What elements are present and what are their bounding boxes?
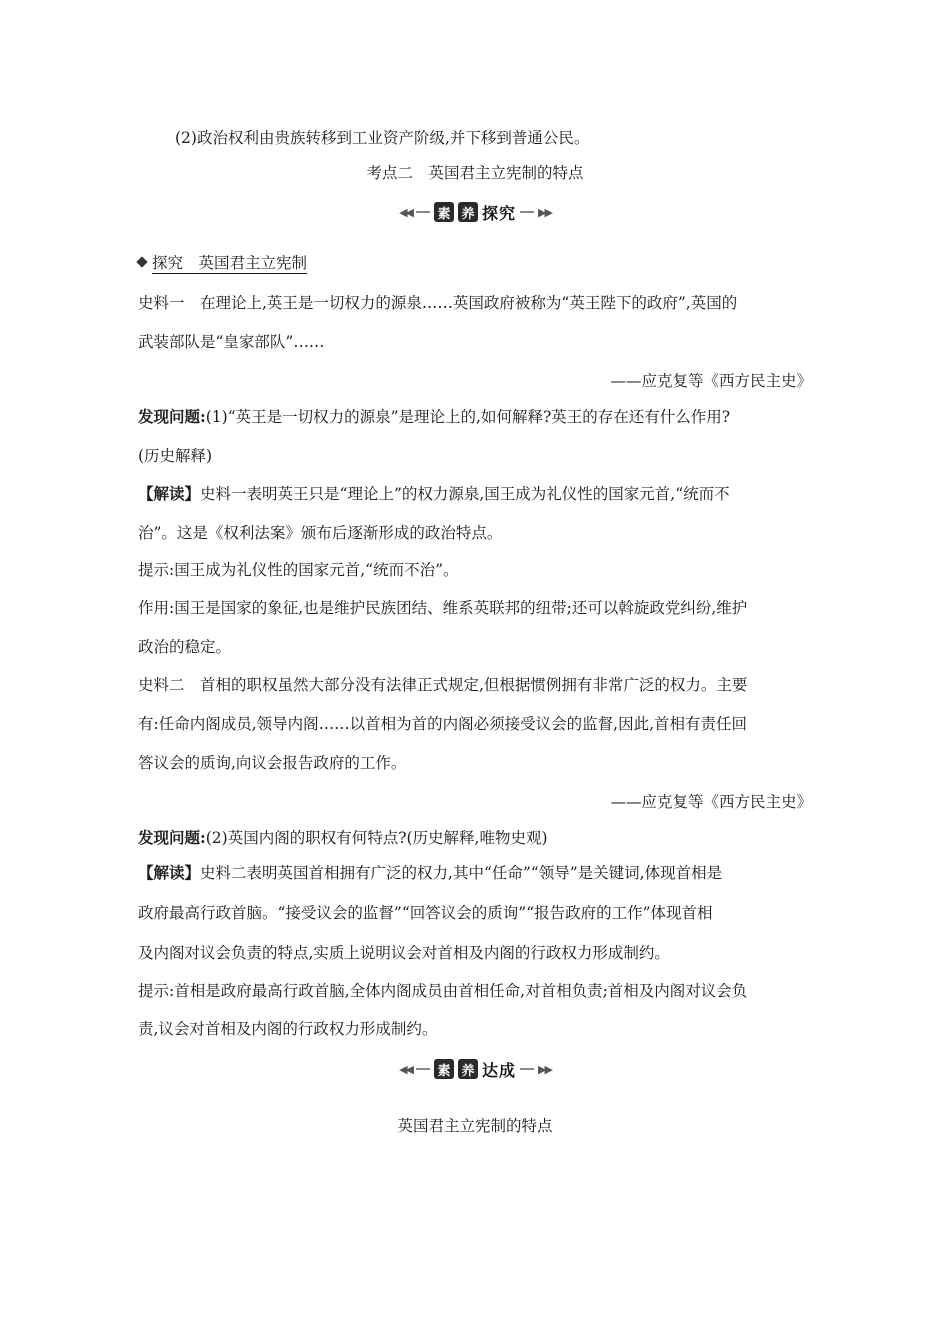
paragraph-line: (2)政治权利由贵族转移到工业资产阶级,并下移到普通公民。 [175, 129, 590, 147]
question-text: (2)英国内阁的职权有何特点?(历史解释,唯物史观) [205, 829, 548, 847]
paragraph-line: 政治的稳定。 [138, 638, 232, 656]
question-label: 发现问题: [138, 407, 206, 426]
source-citation: ——应克复等《西方民主史》 [610, 372, 812, 390]
banner-text: 达成 [481, 1060, 516, 1080]
source-citation: ——应克复等《西方民主史》 [610, 793, 812, 811]
question-line [138, 406, 818, 428]
banner-explore [0, 199, 950, 225]
banner-badge: 养 [458, 202, 478, 222]
paragraph-line: 治”。这是《权利法案》颁布后逐渐形成的政治特点。 [138, 524, 503, 542]
diamond-bullet-icon [136, 256, 147, 267]
explore-heading [136, 252, 816, 274]
chevron-right-icon: ▶▶ [538, 205, 551, 219]
interpretation-label: 【解读】 [138, 863, 201, 882]
paragraph-line: 有:任命内阁成员,领导内阁……以首相为首的内阁必须接受议会的监督,因此,首相有责任回 [138, 715, 748, 733]
banner-badge: 养 [458, 1059, 478, 1079]
paragraph-line: 武装部队是“皇家部队”…… [138, 333, 325, 351]
paragraph-line: 及内阁对议会负责的特点,实质上说明议会对首相及内阁的行政权力形成制约。 [138, 944, 670, 962]
interpretation-text: 史料二表明英国首相拥有广泛的权力,其中“任命”“领导”是关键词,体现首相是 [200, 864, 723, 882]
hint-line: 提示:首相是政府最高行政首脑,全体内阁成员由首相任命,对首相负责;首相及内阁对议会负 [138, 982, 748, 1000]
banner-badge: 素 [434, 1059, 454, 1079]
interpretation-text: 史料一表明英王只是“理论上”的权力源泉,国王成为礼仪性的国家元首,“统而不 [200, 485, 730, 503]
summary-heading: 英国君主立宪制的特点 [397, 1117, 553, 1135]
paragraph-line: 答议会的质询,向议会报告政府的工作。 [138, 754, 407, 772]
chevron-left-icon: ◀◀ [399, 1062, 412, 1076]
paragraph-line: 作用:国王是国家的象征,也是维护民族团结、维系英联邦的纽带;还可以斡旋政党纠纷,维护 [138, 599, 748, 617]
section-heading: 考点二 英国君主立宪制的特点 [366, 164, 584, 182]
interpretation-label: 【解读】 [138, 484, 201, 503]
hint-line: 提示:国王成为礼仪性的国家元首,“统而不治”。 [138, 561, 459, 579]
interpretation-line [138, 483, 818, 505]
banner-badge: 素 [434, 202, 454, 222]
paragraph-line: (历史解释) [138, 447, 213, 465]
banner-text: 探究 [481, 203, 516, 223]
paragraph-line: 史料二 首相的职权虽然大部分没有法律正式规定,但根据惯例拥有非常广泛的权力。主要 [138, 676, 748, 694]
banner-achieve [0, 1056, 950, 1082]
explore-title: 探究 英国君主立宪制 [152, 254, 308, 272]
question-text: (1)“英王是一切权力的源泉”是理论上的,如何解释?英王的存在还有什么作用? [205, 408, 731, 426]
paragraph-line: 史料一 在理论上,英王是一切权力的源泉……英国政府被称为“英王陛下的政府”,英国的 [138, 294, 738, 312]
chevron-left-icon: ◀◀ [399, 205, 412, 219]
question-line [138, 827, 818, 849]
chevron-right-icon: ▶▶ [538, 1062, 551, 1076]
paragraph-line: 责,议会对首相及内阁的行政权力形成制约。 [138, 1020, 438, 1038]
paragraph-line: 政府最高行政首脑。“接受议会的监督”“回答议会的质询”“报告政府的工作”体现首相 [138, 904, 713, 922]
question-label: 发现问题: [138, 828, 206, 847]
interpretation-line [138, 862, 818, 884]
